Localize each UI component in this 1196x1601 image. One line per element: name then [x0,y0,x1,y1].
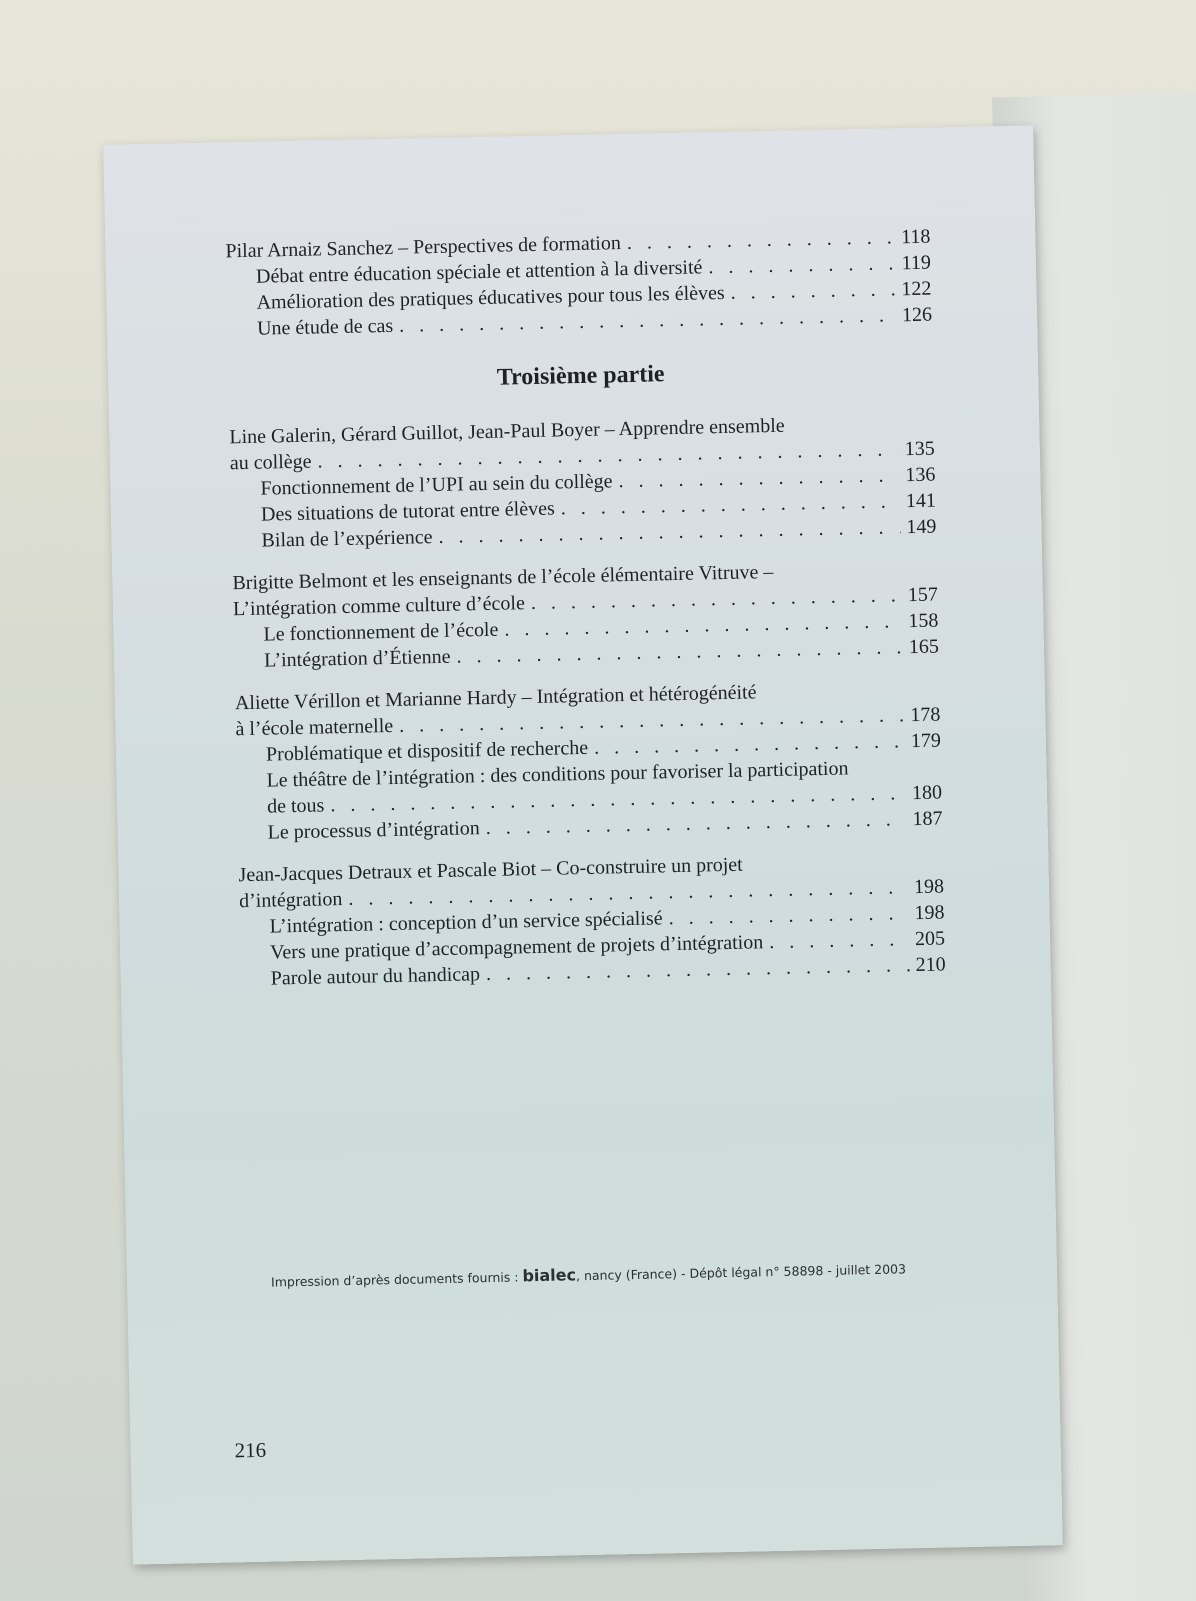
page-number: 158 [908,609,939,633]
sub-entry-label-cont: de tous [266,794,325,818]
sub-entry-label: Débat entre éducation spéciale et attention à la diversité [255,256,703,288]
sub-entry-label: Amélioration des pratiques éducatives pour tous les élèves [256,281,725,314]
toc-entry-arnaiz [225,224,932,343]
printer-brand: bialec [522,1265,577,1286]
book-page [103,125,1063,1564]
page-number: 118 [900,225,931,249]
toc-entry-verillon [235,675,943,846]
sub-entry-label: Vers une pratique d’accompagnement de projets d’intégration [269,931,764,964]
toc-entry-title-cont: à l’école maternelle [235,714,394,741]
page-number: 180 [911,781,943,805]
sub-entry-label: Le théâtre de l’intégration : des conditions pour favoriser la participation [266,757,849,792]
page-number: 187 [912,807,943,831]
page-number: 179 [910,729,942,753]
page-number: 149 [906,515,937,539]
toc-entry-title-cont: au collège [229,450,312,475]
toc-entry-belmont [232,556,939,675]
toc-entry-title-cont: L’intégration comme culture d’école [232,592,526,621]
page-number: 136 [905,463,936,487]
sub-entry-label: L’intégration : conception d’un service spécialisé [269,907,663,938]
imprint-suffix: , nancy (France) - Dépôt légal n° 58898 - juillet 2003 [575,1261,907,1284]
author-name: Pilar Arnaiz Sanchez [225,236,394,263]
page-folio: 216 [234,1437,267,1463]
page-number: 178 [910,703,941,727]
sub-entry-label: L’intégration d’Étienne [263,645,451,672]
sub-entry-label: Problématique et dispositif de recherche [265,736,589,766]
section-title: Troisième partie [496,361,665,391]
page-number: 198 [913,875,945,899]
leader-dots [769,926,909,955]
leader-dots [730,276,895,305]
sub-entry-label: Fonctionnement de l’UPI au sein du collège [260,470,613,500]
sub-entries [236,727,943,846]
sub-entry-label: Parole autour du handicap [270,963,481,990]
toc-entry-galerin [229,410,937,555]
toc-entry-detraux [238,847,946,992]
toc-entry-title: Aliette Vérillon et Marianne Hardy – Intégration et hétérogénéité [234,681,757,715]
printer-imprint [271,1258,906,1290]
sub-entries [239,899,945,992]
page-number: 119 [901,251,932,275]
page-number: 135 [904,437,936,461]
chapter-title: – Perspectives de formation [392,232,622,259]
page-number: 210 [915,953,946,977]
sub-entry-label: Une étude de cas [256,314,394,340]
sub-entry-label: Des situations de tutorat entre élèves [260,497,555,526]
imprint-prefix: Impression d’après documents fournis : [270,1269,523,1290]
page-number: 205 [914,927,946,951]
toc-entry-title: Jean-Jacques Detraux et Pascale Biot – Co-construire un projet [238,853,743,887]
sub-entry-label: Le processus d’intégration [267,817,481,844]
leader-dots [708,250,896,280]
page-number: 157 [907,583,939,607]
page-number: 165 [908,635,940,659]
page-number: 126 [901,303,933,327]
sub-entries [230,462,936,555]
page-number: 122 [901,277,932,301]
page-number: 141 [905,489,937,513]
page-number: 198 [914,901,945,925]
toc-entry-title: Line Galerin, Gérard Guillot, Jean-Paul Boyer – Apprendre ensemble [229,414,785,449]
toc-entry-title: Brigitte Belmont et les enseignants de l’école élémentaire Vitruve – [232,560,774,595]
sub-entries [226,250,932,343]
sub-entry-label: Bilan de l’expérience [261,526,433,552]
sub-entry-label: Le fonctionnement de l’école [263,618,499,646]
table-of-contents [225,224,946,1009]
toc-entry-title-cont: d’intégration [238,888,343,913]
